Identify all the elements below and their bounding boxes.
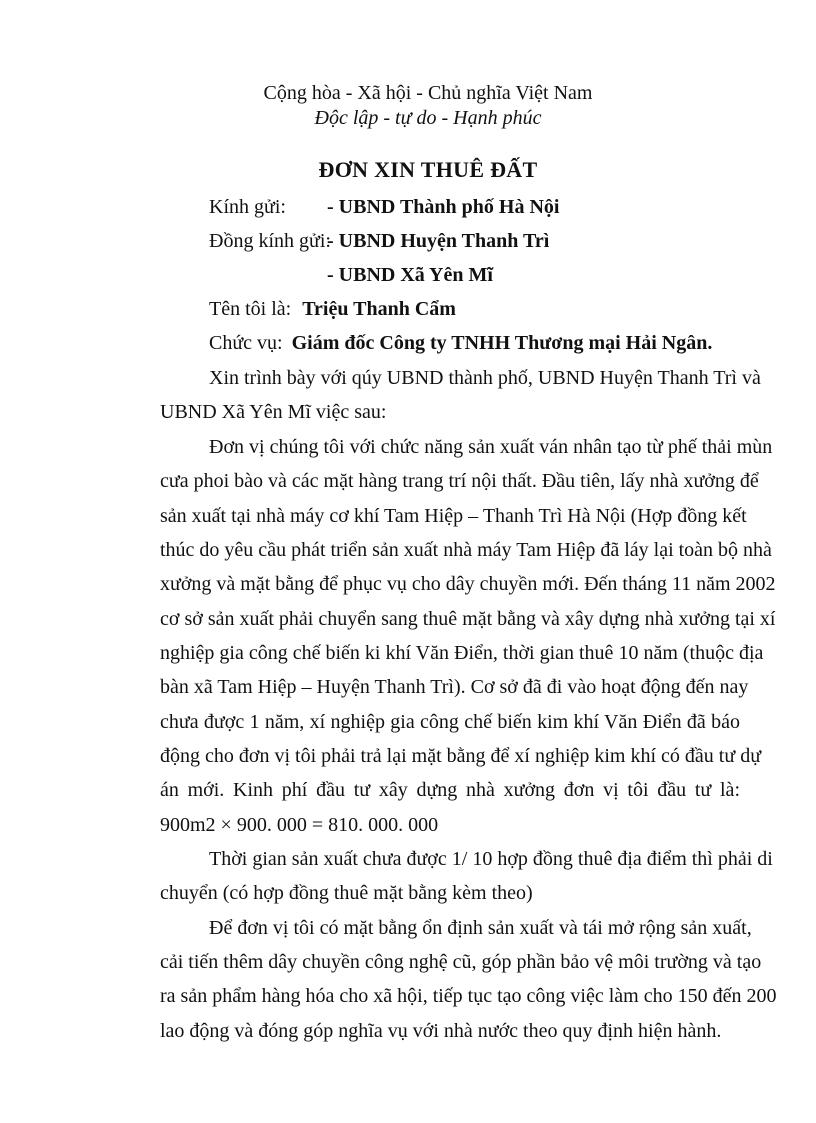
body-line: 900m2 × 900. 000 = 810. 000. 000 [160, 814, 439, 836]
applicant-name-line [209, 298, 456, 321]
body-line: Để đơn vị tôi có mặt bằng ổn định sản xuất và tái mở rộng sản xuất, [209, 917, 752, 939]
body-line: ra sản phẩm hàng hóa cho xã hội, tiếp tục tạo công việc làm cho 150 đến 200 [160, 985, 777, 1007]
dong-kinh-gui-recipient-1: - UBND Huyện Thanh Trì [327, 230, 550, 252]
body-line: chuyển (có hợp đồng thuê mặt bằng kèm theo) [160, 882, 533, 904]
dong-kinh-gui-label: Đồng kính gửi: [209, 230, 331, 252]
applicant-position-line [209, 332, 712, 355]
body-line: nghiệp gia công chế biến ki khí Văn Điển, thời gian thuê 10 năm (thuộc địa [160, 642, 764, 664]
kinh-gui-label: Kính gửi: [209, 196, 286, 218]
applicant-position: Giám đốc Công ty TNHH Thương mại Hải Ngân. [291, 332, 713, 354]
document-title: ĐƠN XIN THUÊ ĐẤT [318, 157, 538, 182]
body-line: án mới. Kinh phí đầu tư xây dựng nhà xưởng đơn vị tôi đầu tư là: [160, 779, 740, 801]
body-line: cải tiến thêm dây chuyền công nghệ cũ, góp phần bảo vệ môi trường và tạo [160, 951, 762, 973]
motto-subtitle: Độc lập - tự do - Hạnh phúc [314, 107, 542, 129]
position-label: Chức vụ: [209, 332, 283, 354]
body-line: xưởng và mặt bằng để phục vụ cho dây chuyền mới. Đến tháng 11 năm 2002 [160, 573, 776, 595]
body-line: động cho đơn vị tôi phải trả lại mặt bằng để xí nghiệp kim khí có đầu tư dự [160, 745, 762, 767]
body-line: cơ sở sản xuất phải chuyển sang thuê mặt bằng và xây dựng nhà xưởng tại xí [160, 608, 776, 630]
body-line: UBND Xã Yên Mĩ việc sau: [160, 401, 387, 423]
dong-kinh-gui-recipient-2: - UBND Xã Yên Mĩ [327, 264, 493, 286]
name-label: Tên tôi là: [209, 298, 292, 320]
body-line: cưa phoi bào và các mặt hàng trang trí nội thất. Đầu tiên, lấy nhà xưởng để [160, 470, 759, 492]
kinh-gui-recipient: - UBND Thành phố Hà Nội [327, 196, 560, 218]
national-motto: Cộng hòa - Xã hội - Chủ nghĩa Việt Nam [263, 82, 593, 104]
body-line: Thời gian sản xuất chưa được 1/ 10 hợp đồng thuê địa điểm thì phải di [209, 848, 773, 870]
body-line: Đơn vị chúng tôi với chức năng sản xuất ván nhân tạo từ phế thải mùn [209, 436, 773, 458]
body-line: lao động và đóng góp nghĩa vụ với nhà nước theo quy định hiện hành. [160, 1020, 722, 1042]
body-line: thúc do yêu cầu phát triển sản xuất nhà máy Tam Hiệp đã láy lại toàn bộ nhà [160, 539, 772, 561]
applicant-name: Triệu Thanh Cẩm [302, 298, 456, 320]
body-line: chưa được 1 năm, xí nghiệp gia công chế biến kim khí Văn Điển đã báo [160, 711, 740, 733]
body-line: sản xuất tại nhà máy cơ khí Tam Hiệp – Thanh Trì Hà Nội (Hợp đồng kết [160, 505, 747, 527]
body-line: bàn xã Tam Hiệp – Huyện Thanh Trì). Cơ sở đã đi vào hoạt động đến nay [160, 676, 749, 698]
body-line: Xin trình bày với qúy UBND thành phố, UBND Huyện Thanh Trì và [209, 367, 761, 389]
